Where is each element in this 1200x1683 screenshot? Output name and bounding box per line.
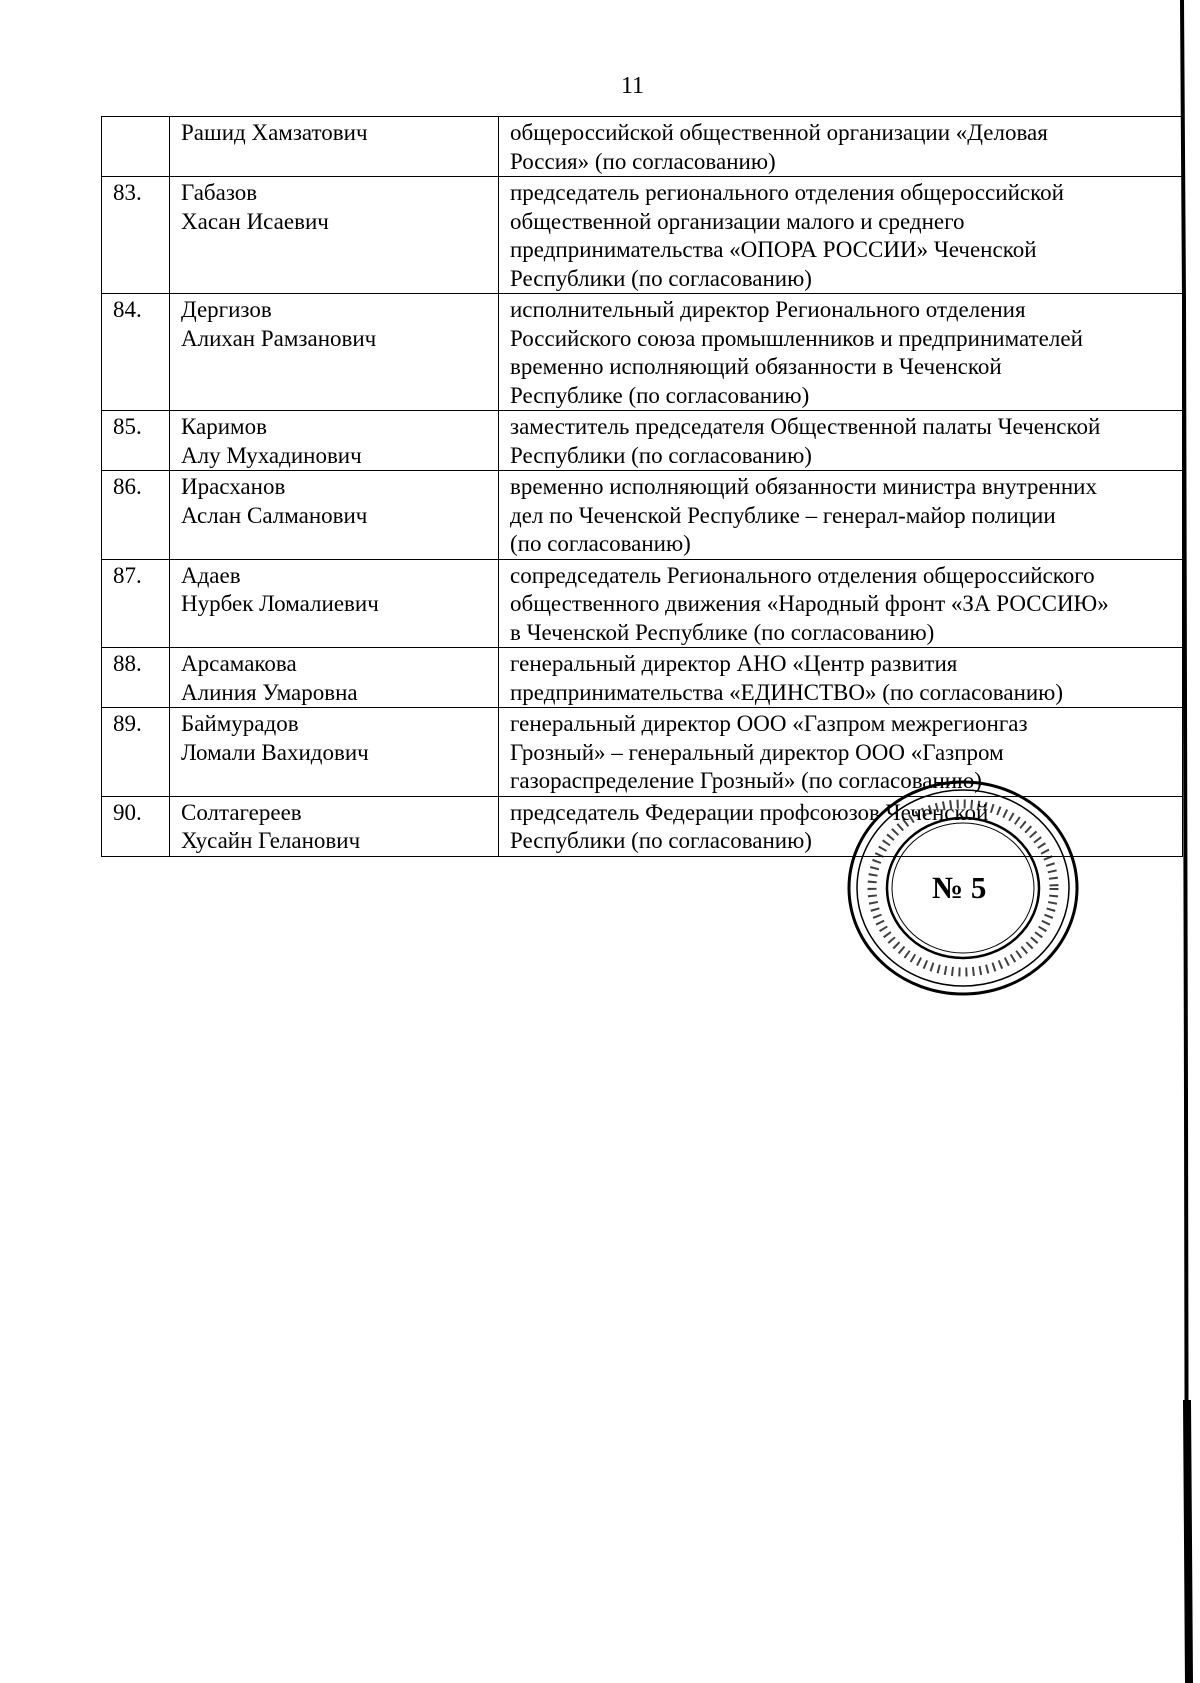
member-name: Арсамакова Алиния Умаровна [170,648,499,708]
member-name: Баймурадов Ломали Вахидович [170,708,499,797]
member-name: Дергизов Алихан Рамзанович [170,294,499,411]
row-number: 88. [102,648,170,708]
members-table-body [102,117,1183,857]
member-position: сопредседатель Регионального отделения общероссийского общественного движения «Народный фронт «ЗА РОССИЮ» в Чеченской Республике (по согласованию) [499,559,1183,648]
row-number: 85. [102,411,170,471]
row-number: 90. [102,796,170,856]
table-row [102,411,1183,471]
member-position: председатель регионального отделения общероссийской общественной организации малого и среднего предпринимательства «ОПОРА РОССИИ» Чеченской Республики (по согласованию) [499,177,1183,294]
member-position: генеральный директор АНО «Центр развития предпринимательства «ЕДИНСТВО» (по согласованию) [499,648,1183,708]
table-row [102,471,1183,560]
member-position: генеральный директор ООО «Газпром межрегионгаз Грозный» – генеральный директор ООО «Газпром газораспределение Грозный» (по согласованию) [499,708,1183,797]
row-number: 89. [102,708,170,797]
member-name: Рашид Хамзатович [170,117,499,177]
member-position: временно исполняющий обязанности министра внутренних дел по Чеченской Республике – генерал-майор полиции (по согласованию) [499,471,1183,560]
member-name: Адаев Нурбек Ломалиевич [170,559,499,648]
row-number: 86. [102,471,170,560]
row-number: 84. [102,294,170,411]
table-row [102,559,1183,648]
row-number [102,117,170,177]
row-number: 83. [102,177,170,294]
member-name: Каримов Алу Мухадинович [170,411,499,471]
member-position: общероссийской общественной организации «Деловая Россия» (по согласованию) [499,117,1183,177]
member-name: Габазов Хасан Исаевич [170,177,499,294]
row-number: 87. [102,559,170,648]
table-row [102,117,1183,177]
seal-number: № 5 [932,870,987,905]
table-row [102,177,1183,294]
member-name: Солтагереев Хусайн Геланович [170,796,499,856]
member-position: председатель Федерации профсоюзов Чеченской Республики (по согласованию) [499,796,1183,856]
member-position: заместитель председателя Общественной палаты Чеченской Республики (по согласованию) [499,411,1183,471]
page-number: 11 [620,73,645,99]
table-row [102,294,1183,411]
table-row [102,648,1183,708]
member-name: Ирасханов Аслан Салманович [170,471,499,560]
members-table [101,116,1183,857]
member-position: исполнительный директор Регионального отделения Российского союза промышленников и предпринимателей временно исполняющий обязанности в Чеченской Республике (по согласованию) [499,294,1183,411]
